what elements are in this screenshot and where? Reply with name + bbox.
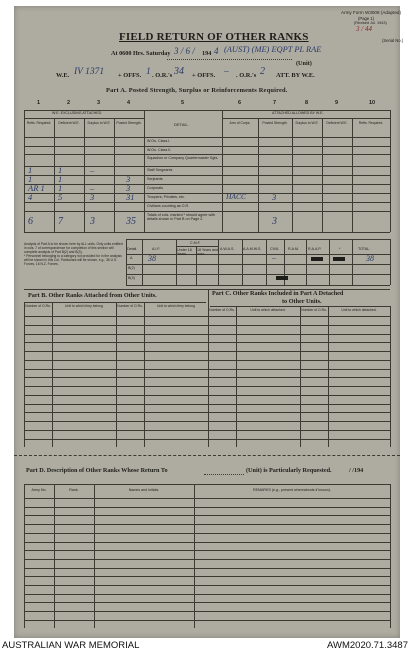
or1-handwritten: 34 [174, 66, 184, 77]
part-c-col-header: Unit to which detached. [341, 308, 377, 312]
ruled-line [24, 404, 390, 405]
analysis-row-label: B(2) [128, 266, 135, 270]
analysis-civil-value: – [272, 253, 276, 262]
analysis-row-label: A [130, 256, 133, 260]
ruled-line [24, 524, 390, 525]
analysis-aif-value: 38 [148, 254, 156, 263]
detail-row-label: Troopers, Privates, etc. [147, 195, 185, 199]
analysis-header: A.I.F. [152, 247, 161, 251]
form-title: FIELD RETURN OF OTHER RANKS [119, 31, 309, 43]
sub-header-right: Arm of Corps. [229, 121, 251, 125]
ruled-line [24, 611, 390, 612]
handwritten-cell: 7 [58, 216, 63, 227]
offs1-handwritten: 1 [146, 67, 151, 77]
footer-credit: AUSTRALIAN WAR MEMORIAL [2, 640, 140, 651]
header-at-label: At 0600 Hrs. Saturday [111, 50, 171, 57]
part-c-col-header: Number of O.Rs. [301, 308, 327, 312]
column-number: 2 [67, 100, 71, 106]
handwritten-cell: 31 [126, 192, 135, 202]
analysis-header: TOTAL. [358, 247, 371, 251]
column-number: 10 [369, 100, 376, 106]
part-b-col-header: Unit to which they belong [65, 304, 103, 308]
ruled-line [24, 395, 390, 396]
part-d-col-header: REMARKS (e.g., present whereabouts if known). [253, 488, 331, 492]
analysis-header: Under 18 Years. [177, 248, 192, 256]
ruled-line [24, 412, 390, 413]
part-b-col-header: Number of O.Rs. [117, 304, 143, 308]
handwritten-cell: 3 [126, 183, 131, 193]
part-d-col-header: Army No. [31, 488, 47, 492]
handwritten-cell: – [90, 183, 95, 193]
ruled-line [24, 386, 390, 387]
or2-label: . O.R.'s [236, 72, 257, 79]
part-c-col-header: Unit to which detached. [250, 308, 286, 312]
part-d-date: / /194 [349, 467, 364, 474]
ruled-line [24, 377, 390, 378]
part-d-title: Part D. Description of Other Ranks Whose Return To [26, 467, 168, 474]
part-b-title: Part B. Other Ranks Attached from Other Units. [28, 292, 157, 299]
handwritten-cell: – [90, 165, 95, 175]
sub-header-right: Posted Strength. [262, 121, 288, 125]
detail-row-label: Corporals [147, 186, 163, 190]
ruled-line [24, 594, 390, 595]
analysis-header: 18 Years and over. [197, 248, 218, 256]
unit-label: (Unit) [296, 60, 312, 67]
handwritten-arm: HACC [226, 192, 247, 201]
ruled-line [24, 533, 390, 534]
analysis-header: CIVIL [270, 247, 279, 251]
detail-row-label: Serjeants [147, 177, 163, 181]
column-number: 4 [127, 100, 131, 106]
ruled-line [24, 498, 390, 499]
blocked-cell [276, 276, 288, 280]
handwritten-posted: 3 [272, 192, 277, 202]
detail-row-label: Civilians counting as O.R. [147, 204, 190, 208]
handwritten-cell: 5 [58, 192, 63, 202]
form-sheet [14, 6, 404, 638]
detail-row-label: Totals of cols. marked * should agree with details shown in Part B on Page 2. [147, 213, 216, 222]
we-handwritten: IV 1371 [74, 67, 105, 77]
handwritten-cell: 3 [90, 192, 95, 202]
ruled-line [24, 421, 390, 422]
ruled-line [24, 585, 390, 586]
ruled-line [24, 334, 390, 335]
ruled-line [24, 351, 390, 352]
serial-handwritten: 3 / 44 [356, 25, 372, 33]
ruled-line [24, 507, 390, 508]
handwritten-cell: 3 [90, 216, 95, 227]
column-number: 7 [273, 100, 277, 106]
analysis-header: * [339, 247, 341, 251]
handwritten-cell: 1 [58, 165, 63, 175]
handwritten-cell: 1 [28, 165, 33, 175]
sub-header-right: Surplus to W.E. [295, 121, 319, 125]
analysis-header: A.W.A.S. [220, 247, 235, 251]
blocked-cell [333, 257, 345, 261]
offs1-label: + OFFS. [118, 72, 142, 79]
part-b-col-header: Unit to which they belong [157, 304, 195, 308]
attached-allowed-header: ATTACHED ALLOWED BY W.E. [272, 111, 324, 115]
header-year-handwritten: 4 [214, 46, 219, 56]
ruled-line [24, 620, 390, 621]
column-number: 1 [37, 100, 41, 106]
handwritten-cell: 1 [58, 183, 63, 193]
part-d-col-header: Rank. [69, 488, 79, 492]
handwritten-cell: 6 [28, 216, 33, 227]
detail-row-label: Staff Sergeants [147, 168, 173, 172]
detail-row-label: W.Os. Class I. [147, 139, 171, 143]
analysis-total-value: 38 [366, 254, 374, 263]
ruled-line [24, 316, 390, 317]
ruled-line [24, 576, 390, 577]
or2-handwritten: 2 [260, 66, 265, 77]
or1-label: . O.R.'s [152, 72, 173, 79]
part-c-col-header: Number of O.Rs. [209, 308, 235, 312]
offs2-label: + OFFS. [192, 72, 216, 79]
form-id-serial-label: (Serial No.) [382, 38, 404, 43]
part-d-mid: (Unit) is Particularly Requested. [246, 467, 332, 474]
ruled-line [24, 568, 390, 569]
form-id-line1: Army Form W3008 (Adapted) [341, 10, 401, 15]
ruled-line [24, 360, 390, 361]
header-year-label: 194 [202, 50, 212, 57]
part-d-col-header: Names and Initials. [128, 488, 160, 492]
offs2-handwritten: – [224, 67, 229, 77]
handwritten-cell: 1 [28, 174, 33, 184]
ruled-line [24, 430, 390, 431]
handwritten-cell: 3 [126, 174, 131, 184]
form-id-line3: (Revised Jul. 1943) [354, 21, 387, 25]
sub-header-left: Refts. Required. [26, 121, 52, 125]
analysis-header: A.A.M.W.S. [243, 247, 262, 251]
detail-row-label: W.Os. Class II. [147, 148, 172, 152]
ruled-line [24, 369, 390, 370]
sub-header-left: Surplus to W.E. [87, 121, 111, 125]
ruled-line [24, 542, 390, 543]
we-excluding-header: W.E. EXCLUDING ATTACHED. [52, 111, 103, 115]
column-number: 8 [305, 100, 309, 106]
sub-header-right: Refts. Required. [358, 121, 384, 125]
ruled-line [24, 602, 390, 603]
ruled-line [24, 439, 390, 440]
analysis-header: Detail. [127, 247, 138, 251]
handwritten-cell: 35 [126, 216, 136, 227]
handwritten-cell: 4 [28, 192, 33, 202]
analysis-header: R.A.M. [288, 247, 299, 251]
part-b-col-header: Number of O.Rs. [25, 304, 51, 308]
detail-header: DETAIL. [174, 122, 189, 127]
detail-row-label: Squadron or Company Quartermaster Sgts. [147, 156, 219, 160]
sub-header-left: Deficient W.E. [58, 121, 80, 125]
blocked-cell [311, 257, 323, 261]
part-a-title: Part A. Posted Strength, Surplus or Reinforcements Required. [106, 87, 288, 94]
sub-header-right: Deficient W.E. [326, 121, 348, 125]
part-c-title-2: to Other Units. [282, 298, 322, 305]
analysis-header: R.A.A.P. [308, 247, 322, 251]
column-number: 3 [97, 100, 101, 106]
ruled-line [24, 325, 390, 326]
att-label: ATT. BY W.E. [276, 72, 315, 79]
handwritten-cell: AR 1 [28, 183, 45, 193]
sub-header-left: Posted Strength. [116, 121, 142, 125]
handwritten-posted: 3 [272, 216, 277, 227]
we-label: W.E. [56, 72, 70, 79]
analysis-note: Analysis of Part A to be shown here by ALL units. Only units entitled in cols. 7 of correspondence for completion of this section will complete analysis of Part B(2) and B(3). * Personnel belonging to a category not provided for in the analysis will be shown in this Col. Particulars will be shown, e.g., 36 U.S. Forces, 16 N.Z. Forces. [24, 242, 123, 266]
ruled-line [24, 515, 390, 516]
ruled-line [24, 559, 390, 560]
column-number: 6 [238, 100, 242, 106]
header-date-handwritten: 3 / 6 / [174, 46, 195, 56]
form-id-line2: (Page 1) [358, 16, 375, 21]
column-number: 5 [181, 100, 185, 106]
ruled-line [24, 550, 390, 551]
column-number: 9 [335, 100, 339, 106]
footer-accession: AWM2020.71.3487 [327, 640, 408, 651]
ruled-line [24, 342, 390, 343]
unit-handwritten: (AUST) (ME) EQPT PL RAE [224, 45, 322, 54]
analysis-header: C.M.F. [190, 241, 201, 245]
analysis-row-label: B(3) [128, 276, 135, 280]
part-c-title-1: Part C. Other Ranks Included in Part A Detached [212, 290, 344, 297]
handwritten-cell: 1 [58, 174, 63, 184]
